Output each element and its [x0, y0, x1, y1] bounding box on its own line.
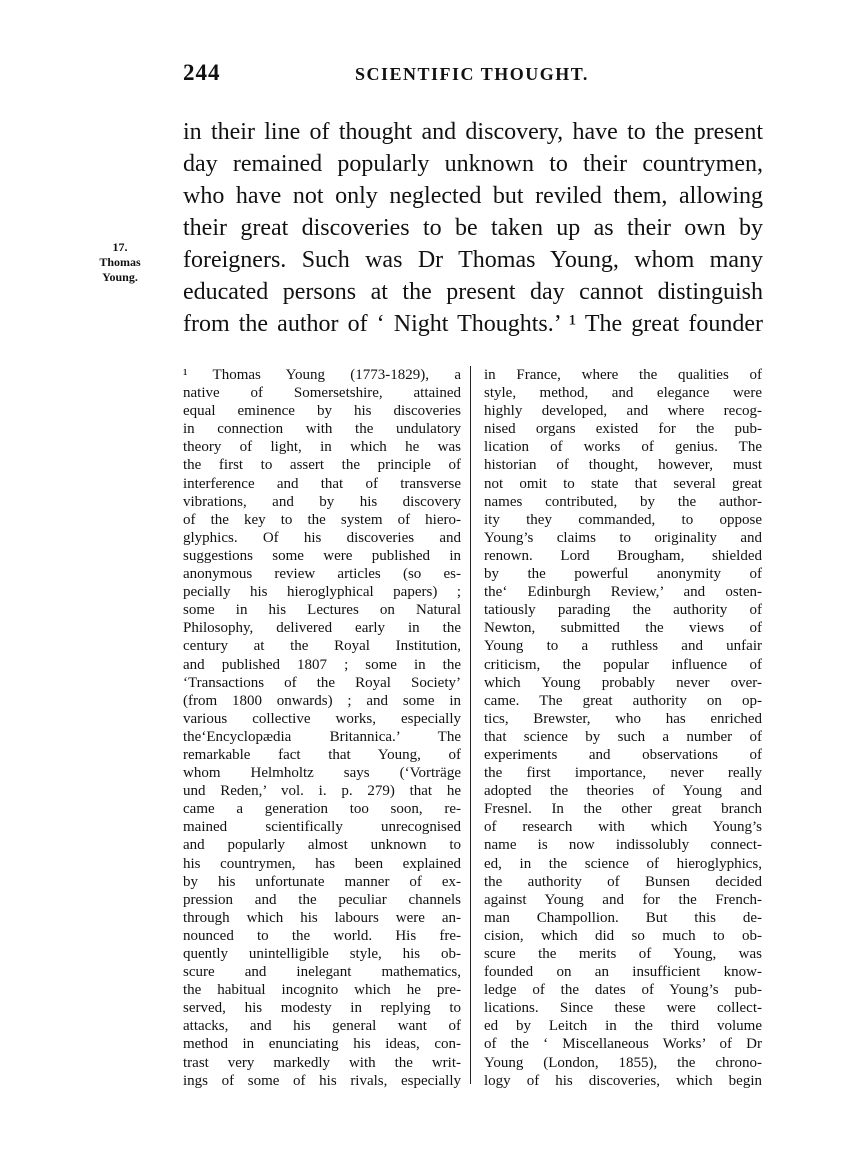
page-number: 244 — [183, 60, 221, 85]
footnote-line: pecially his hieroglyphical papers) ; — [183, 584, 461, 601]
running-title: SCIENTIFIC THOUGHT. — [355, 64, 589, 84]
footnote-line: nounced to the world. His fre- — [183, 927, 461, 944]
footnote-line: glyphics. Of his discoveries and — [183, 529, 461, 546]
body-text-line: from the author of ‘ Night Thoughts.’ ¹ The great founder — [183, 311, 763, 337]
footnote-line: his countrymen, has been explained — [183, 855, 461, 872]
footnote-line: Young’s claims to originality and — [484, 529, 762, 546]
footnote-line: method in enunciating his ideas, con- — [183, 1036, 461, 1053]
body-text-line: who have not only neglected but reviled them, allowing — [183, 183, 763, 209]
body-text-line: their great discoveries to be taken up as their own by — [183, 215, 763, 241]
margin-note-number: 17. — [112, 240, 128, 254]
footnote-line: and popularly almost unknown to — [183, 837, 461, 854]
footnote-line: founded on an insufficient know- — [484, 964, 762, 981]
footnote-line: in connection with the undulatory — [183, 421, 461, 438]
footnote-line: Philosophy, delivered early in the — [183, 620, 461, 637]
footnote-line: cision, which did so much to ob- — [484, 927, 762, 944]
footnote-line: ings of some of his rivals, especially — [183, 1072, 461, 1089]
footnote-line: Young (London, 1855), the chrono- — [484, 1054, 762, 1071]
footnote-line: name is now indissolubly connect- — [484, 837, 762, 854]
footnote-line: that science by such a number of — [484, 728, 762, 745]
footnote-line: quently unintelligible style, his ob- — [183, 946, 461, 962]
footnote-line: came a generation too soon, re- — [183, 801, 461, 818]
footnote-line: Fresnel. In the other great branch — [484, 801, 762, 818]
footnote-line: tatiously parading the authority of — [484, 602, 762, 619]
footnote-line: against Young and for the French- — [484, 891, 762, 908]
margin-note-name-line: Young. — [102, 270, 138, 284]
footnote-line: scure and inelegant mathematics, — [183, 964, 461, 981]
footnote-line: some in his Lectures on Natural — [183, 602, 461, 619]
footnote-line: style, method, and elegance were — [484, 385, 762, 402]
footnote-line: served, his modesty in replying to — [183, 1000, 461, 1017]
footnote-line: of the ‘ Miscellaneous Works’ of Dr — [484, 1036, 762, 1053]
footnote-line: Newton, submitted the views of — [484, 620, 762, 637]
footnote-right-column — [484, 366, 762, 1090]
footnote-line: the first to assert the principle of — [183, 457, 461, 474]
footnote-line: interference and that of transverse — [183, 475, 461, 492]
footnote-line: of the key to the system of hiero- — [183, 511, 461, 528]
footnote-line: adopted the theories of Young and — [484, 783, 762, 800]
footnote-line: by the powerful anonymity of — [484, 566, 762, 583]
footnote-line: und Reden,’ vol. i. p. 279) that he — [183, 783, 461, 800]
footnote-line: historian of thought, however, must — [484, 457, 762, 474]
footnote-line: anonymous review articles (so es- — [183, 566, 461, 583]
footnote-line: suggestions some were published in — [183, 547, 461, 564]
footnote-line: the authority of Bunsen decided — [484, 873, 762, 890]
footnote-line: names contributed, by the author- — [484, 493, 762, 510]
footnote-line: which Young probably never over- — [484, 674, 762, 691]
footnote-line: Young to a ruthless and unfair — [484, 638, 762, 655]
footnote-line: the‘Encyclopædia Britannica.’ The — [183, 728, 461, 745]
footnote-line: ‘Transactions of the Royal Society’ — [183, 674, 461, 691]
footnote-left-column — [183, 366, 461, 1090]
footnote-line: pression and the peculiar channels — [183, 891, 461, 908]
margin-note-name-line: Thomas — [99, 255, 141, 269]
footnote-line: scure the merits of Young, was — [484, 946, 762, 962]
footnote-line: trast very markedly with the writ- — [183, 1054, 461, 1071]
body-text-line: educated persons at the present day cannot distinguish — [183, 279, 763, 305]
footnote-line: the first importance, never really — [484, 765, 762, 782]
footnote-line: came. The great authority on op- — [484, 692, 762, 709]
footnote-line: logy of his discoveries, which begin — [484, 1072, 762, 1089]
footnote-line: remarkable fact that Young, of — [183, 746, 461, 763]
footnote-line: and published 1807 ; some in the — [183, 656, 461, 673]
column-divider — [470, 366, 471, 1084]
footnote-line: native of Somersetshire, attained — [183, 385, 461, 402]
footnote-line: equal eminence by his discoveries — [183, 403, 461, 420]
body-text-line: foreigners. Such was Dr Thomas Young, whom many — [183, 247, 763, 273]
footnote-line: renown. Lord Brougham, shielded — [484, 547, 762, 564]
footnote-line: ¹ Thomas Young (1773-1829), a — [183, 367, 461, 383]
footnote-line: the habitual incognito which he pre- — [183, 982, 461, 999]
body-text-line: in their line of thought and discovery, have to the present — [183, 119, 763, 145]
footnote-line: ed by Leitch in the third volume — [484, 1018, 762, 1035]
footnote-line: attacks, and his general want of — [183, 1018, 461, 1035]
footnote-line: in France, where the qualities of — [484, 367, 762, 383]
footnote-line: century at the Royal Institution, — [183, 638, 461, 655]
footnote-line: theory of light, in which he was — [183, 439, 461, 456]
footnote-line: various collective works, especially — [183, 710, 461, 727]
footnote-line: ity they commanded, to oppose — [484, 511, 762, 528]
footnote-line: of research with which Young’s — [484, 819, 762, 836]
footnote-line: mained scientifically unrecognised — [183, 819, 461, 836]
footnote-line: tics, Brewster, who has enriched — [484, 710, 762, 727]
footnote-line: lications. Since these were collect- — [484, 1000, 762, 1017]
margin-note — [84, 240, 156, 285]
footnote-line: the‘ Edinburgh Review,’ and osten- — [484, 584, 762, 601]
footnote-line: highly developed, and where recog- — [484, 403, 762, 420]
footnote-line: nised organs existed for the pub- — [484, 421, 762, 438]
footnote-line: by his unfortunate manner of ex- — [183, 873, 461, 890]
body-text-line: day remained popularly unknown to their countrymen, — [183, 151, 763, 177]
main-text — [183, 116, 763, 340]
footnote-line: ed, in the science of hieroglyphics, — [484, 855, 762, 872]
footnote-line: ledge of the dates of Young’s pub- — [484, 982, 762, 999]
footnote-line: lication of works of genius. The — [484, 439, 762, 456]
footnote-line: experiments and observations of — [484, 746, 762, 763]
footnote-line: vibrations, and by his discovery — [183, 493, 461, 510]
footnote-line: man Champollion. But this de- — [484, 909, 762, 926]
footnote-line: (from 1800 onwards) ; and some in — [183, 692, 461, 709]
footnote-line: through which his labours were an- — [183, 909, 461, 926]
footnote-line: criticism, the popular influence of — [484, 656, 762, 673]
footnote-line: whom Helmholtz says (‘Vorträge — [183, 765, 461, 782]
footnote-line: not omit to state that several great — [484, 475, 762, 492]
